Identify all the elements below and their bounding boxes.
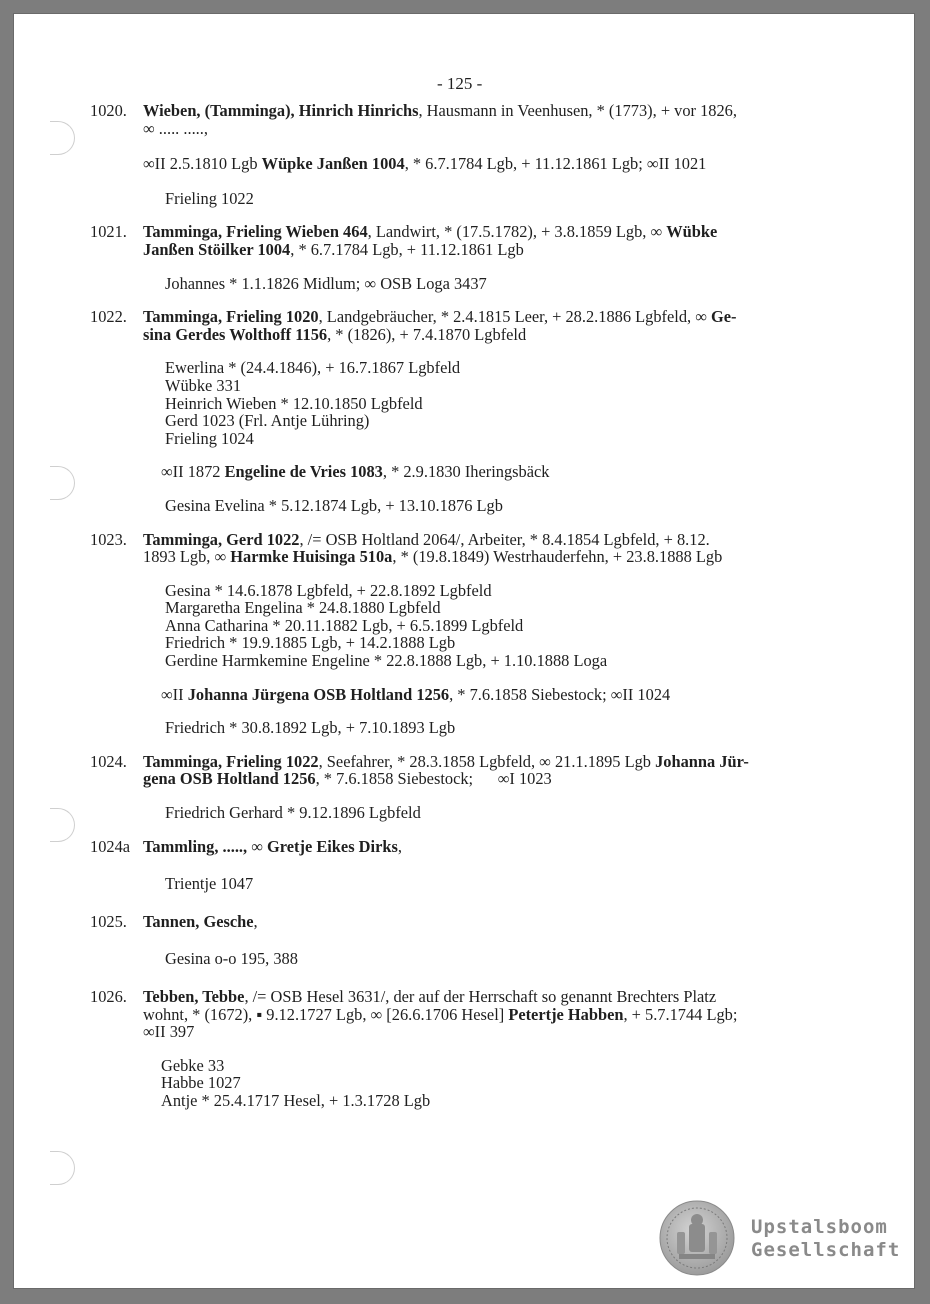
child-line: Gesina o-o 195, 388 [165,949,298,969]
entry-number: 1021. [90,222,127,242]
child-line: Gesina Evelina * 5.12.1874 Lgb, + 13.10.1876 Lgb [165,495,503,515]
entry-heading: Tammling, ....., ∞ Gretje Eikes Dirks, [143,836,402,856]
second-marriage: ∞II Johanna Jürgena OSB Holtland 1256, * 7.6.1858 Siebestock; ∞II 1024 [161,684,671,704]
second-marriage: ∞II 2.5.1810 Lgb Wüpke Janßen 1004, * 6.7.1784 Lgb, + 11.12.1861 Lgb; ∞II 1021 [143,154,707,174]
punch-hole [50,1151,75,1185]
second-marriage: ∞II 1872 Engeline de Vries 1083, * 2.9.1830 Iheringsbäck [161,462,550,482]
child-line: Frieling 1022 [165,188,254,208]
child-line: Gerdine Harmkemine Engeline * 22.8.1888 Lgb, + 1.10.1888 Loga [165,651,608,671]
children-list [161,1057,870,1110]
entry-heading: Tamminga, Frieling 1020, Landgebräucher, * 2.4.1815 Leer, + 28.2.1886 Lgbfeld, ∞ Ge- sina Gerdes Wolthoff 1156, * (1826), + 7.4.1870 Lgbfeld [143,307,737,344]
child-line: Gesina * 14.6.1878 Lgbfeld, + 22.8.1892 Lgbfeld [165,580,492,600]
child-line: Margaretha Engelina * 24.8.1880 Lgbfeld [165,598,441,618]
punch-hole [50,808,75,842]
children-list [165,190,870,208]
children-list [165,719,870,737]
children-list [165,275,870,293]
children-list [165,582,870,670]
society-name [751,1216,900,1262]
child-line: Trientje 1047 [165,874,254,894]
child-line: Heinrich Wieben * 12.10.1850 Lgbfeld [165,393,423,413]
page-number: - 125 - [437,74,483,93]
child-line: Friedrich * 30.8.1892 Lgb, + 7.10.1893 Lgb [165,718,456,738]
entry-number: 1020. [90,101,127,120]
children-list [165,804,870,822]
entry-number: 1024. [90,751,127,771]
child-line: Wübke 331 [165,375,242,395]
punch-hole [50,466,75,500]
entry-number: 1022. [90,307,127,327]
entry-heading: Tebben, Tebbe, /= OSB Hesel 3631/, der auf der Herrschaft so genannt Brechters Platz wohnt, * (1672), ▪ 9.12.1727 Lgb, ∞ [26.6.1706 Hesel] Petertje Habben, + 5.7.1744 Lgb; ∞II 397 [143,987,738,1042]
children-list [165,950,870,968]
entry-1022 [90,308,870,514]
children-list [165,359,870,447]
heading-line-2: ∞ ..... ....., [143,118,208,138]
entry-heading: Wieben, (Tamminga), Hinrich Hinrichs, Hausmann in Veenhusen, * (1773), + vor 1826, ∞ ..... ....., [143,102,870,137]
entry-number: 1023. [90,529,127,549]
brand-line-2: Gesellschaft [751,1239,901,1261]
entry-number: 1024a [90,836,131,856]
brand-line-1: Upstalsboom [751,1216,888,1238]
entry-1025 [90,913,870,968]
entry-heading: Tannen, Gesche, [143,911,258,931]
entry-number: 1026. [90,987,127,1006]
child-line: Gerd 1023 (Frl. Antje Lühring) [165,411,370,431]
children-list [165,497,870,515]
child-line: Frieling 1024 [165,428,254,448]
entry-heading: Tamminga, Gerd 1022, /= OSB Holtland 2064/, Arbeiter, * 8.4.1854 Lgbfeld, + 8.12. 1893 Lgb, ∞ Harmke Huisinga 510a, * (19.8.1849) Westrhauderfehn, + 23.8.1888 Lgb [143,529,723,567]
child-line: Habbe 1027 [161,1073,241,1093]
child-line: Friedrich * 19.9.1885 Lgb, + 14.2.1888 Lgb [165,633,456,653]
entry-1026 [90,988,870,1110]
children-list [165,875,870,893]
genealogy-entries [90,102,870,1126]
entry-1024 [90,753,870,822]
entry-heading: Tamminga, Frieling 1022, Seefahrer, * 28.3.1858 Lgbfeld, ∞ 21.1.1895 Lgb Johanna Jür- gena OSB Holtland 1256, * 7.6.1858 Siebestock; ∞I 1023 [143,751,749,789]
entry-1020 [90,102,870,207]
child-line: Johannes * 1.1.1826 Midlum; ∞ OSB Loga 3437 [165,273,487,293]
entry-1021 [90,223,870,292]
child-line: Antje * 25.4.1717 Hesel, + 1.3.1728 Lgb [161,1090,431,1110]
entry-heading: Tamminga, Frieling Wieben 464, Landwirt, * (17.5.1782), + 3.8.1859 Lgb, ∞ Wübke Janßen Stöilker 1004, * 6.7.1784 Lgb, + 11.12.1861 Lgb [143,222,718,259]
child-line: Ewerlina * (24.4.1846), + 16.7.1867 Lgbfeld [165,358,461,378]
entry-1023 [90,531,870,737]
child-line: Friedrich Gerhard * 9.12.1896 Lgbfeld [165,803,421,823]
entry-number: 1025. [90,911,127,931]
document-page [14,14,914,1288]
person-name: Wieben, (Tamminga), Hinrich Hinrichs [143,101,419,120]
child-line: Gebke 33 [161,1055,225,1075]
punch-hole [50,121,75,155]
child-line: Anna Catharina * 20.11.1882 Lgb, + 6.5.1899 Lgbfeld [165,615,524,635]
entry-1024a [90,838,870,893]
society-seal-logo [659,1200,735,1276]
